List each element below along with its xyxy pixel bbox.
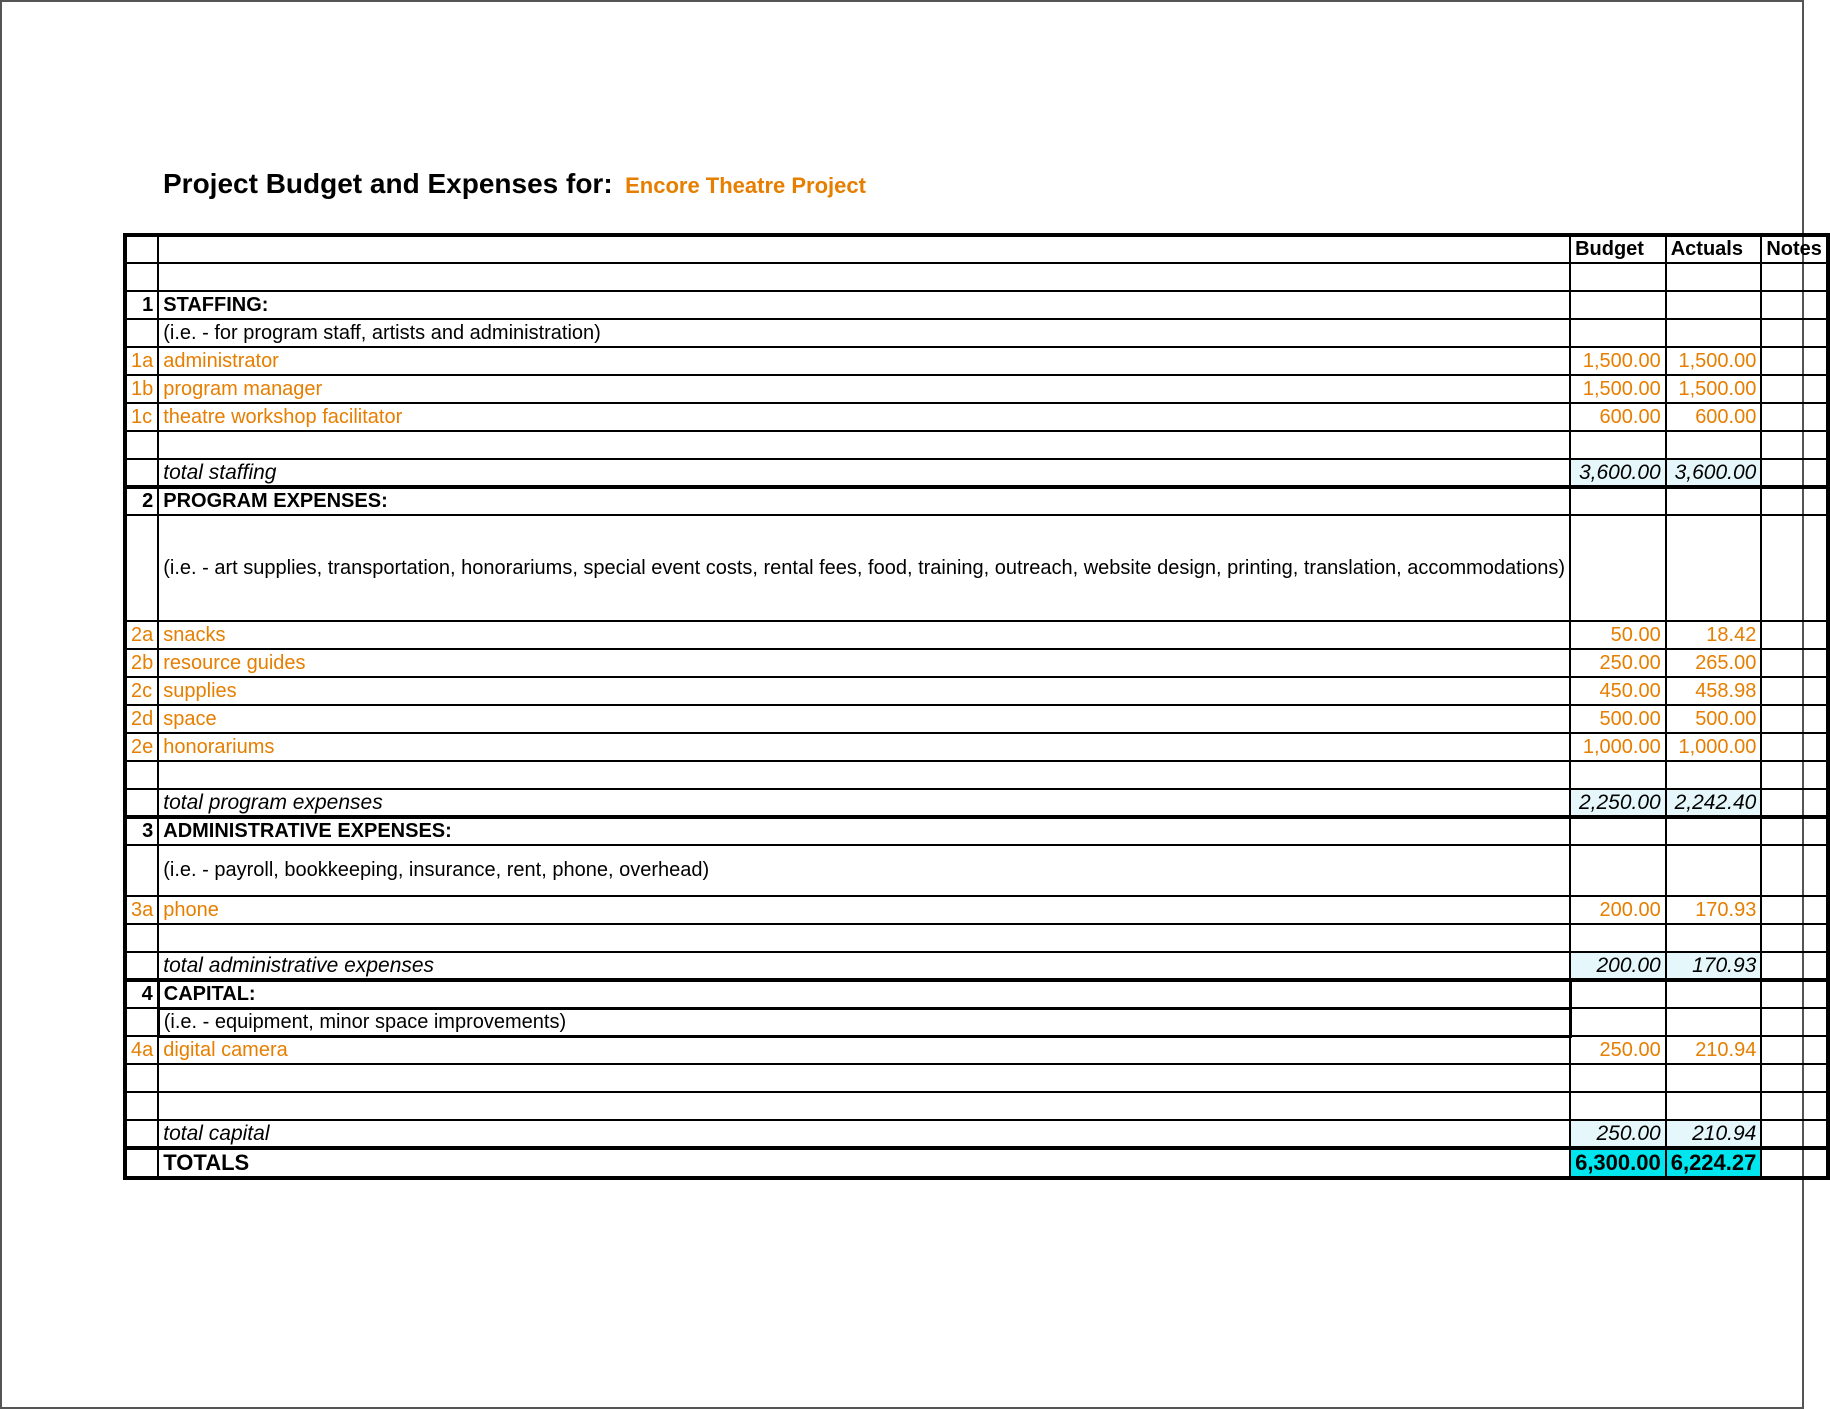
blank-row (125, 1092, 1828, 1120)
cell (1666, 845, 1762, 896)
cell (158, 263, 1570, 291)
grand-total-budget: 6,300.00 (1570, 1148, 1666, 1178)
cell (1761, 431, 1828, 459)
cell (1761, 761, 1828, 789)
item-actual: 265.00 (1666, 649, 1762, 677)
line-item-row (125, 649, 1828, 677)
subtotal-row (125, 1120, 1828, 1148)
line-item-row (125, 677, 1828, 705)
section-description-row (125, 845, 1828, 896)
subtotal-label: total capital (158, 1120, 1570, 1148)
item-notes (1761, 896, 1828, 924)
item-notes (1761, 621, 1828, 649)
item-budget: 1,500.00 (1570, 375, 1666, 403)
line-item-row (125, 733, 1828, 761)
cell (1761, 924, 1828, 952)
blank-row (125, 761, 1828, 789)
subtotal-budget: 200.00 (1570, 952, 1666, 980)
cell (1570, 817, 1666, 845)
grand-total-label: TOTALS (158, 1148, 1570, 1178)
subtotal-label: total program expenses (158, 789, 1570, 817)
item-actual: 1,500.00 (1666, 347, 1762, 375)
item-id: 3a (125, 896, 158, 924)
cell (1570, 1092, 1666, 1120)
item-id: 1b (125, 375, 158, 403)
header-actuals: Actuals (1666, 235, 1762, 263)
cell (125, 952, 158, 980)
cell (125, 459, 158, 487)
item-budget: 1,000.00 (1570, 733, 1666, 761)
cell (125, 1092, 158, 1120)
section-header-row (125, 487, 1828, 515)
item-label: administrator (158, 347, 1570, 375)
item-id: 2a (125, 621, 158, 649)
cell (1666, 1064, 1762, 1092)
cell (1666, 487, 1762, 515)
cell (125, 789, 158, 817)
cell (1666, 263, 1762, 291)
item-id: 2b (125, 649, 158, 677)
item-budget: 200.00 (1570, 896, 1666, 924)
item-actual: 170.93 (1666, 896, 1762, 924)
section-description-row (125, 319, 1828, 347)
section-number: 2 (125, 487, 158, 515)
cell (1570, 431, 1666, 459)
line-item-row (125, 375, 1828, 403)
cell (1666, 431, 1762, 459)
subtotal-row (125, 952, 1828, 980)
cell (1761, 817, 1828, 845)
cell (1761, 1064, 1828, 1092)
document-heading (163, 168, 866, 200)
item-label: program manager (158, 375, 1570, 403)
cell (1570, 1008, 1666, 1036)
cell (1761, 1092, 1828, 1120)
cell (1761, 1008, 1828, 1036)
cell (1666, 817, 1762, 845)
blank-row (125, 1064, 1828, 1092)
cell (1761, 459, 1828, 487)
cell (1570, 487, 1666, 515)
item-label: supplies (158, 677, 1570, 705)
subtotal-actual: 170.93 (1666, 952, 1762, 980)
header-index-cell (125, 235, 158, 263)
item-id: 2c (125, 677, 158, 705)
cell (125, 761, 158, 789)
section-header-row (125, 980, 1828, 1008)
heading-project-name: Encore Theatre Project (625, 173, 866, 198)
cell (1570, 980, 1666, 1008)
item-actual: 600.00 (1666, 403, 1762, 431)
line-item-row (125, 896, 1828, 924)
subtotal-actual: 2,242.40 (1666, 789, 1762, 817)
section-number: 4 (125, 980, 158, 1008)
cell (1761, 291, 1828, 319)
cell (1666, 291, 1762, 319)
section-header-row (125, 817, 1828, 845)
line-item-row (125, 705, 1828, 733)
section-title: ADMINISTRATIVE EXPENSES: (158, 817, 1570, 845)
header-budget: Budget (1570, 235, 1666, 263)
item-label: phone (158, 896, 1570, 924)
item-budget: 250.00 (1570, 1036, 1666, 1064)
header-label-cell (158, 235, 1570, 263)
line-item-row (125, 347, 1828, 375)
cell (1666, 1008, 1762, 1036)
section-number: 1 (125, 291, 158, 319)
cell (1570, 291, 1666, 319)
cell (125, 431, 158, 459)
cell (125, 1064, 158, 1092)
item-notes (1761, 347, 1828, 375)
cell (1761, 1148, 1828, 1178)
section-description: (i.e. - art supplies, transportation, honorariums, special event costs, rental fees, food, training, outreach, website design, printing, translation, accommodations) (158, 515, 1570, 621)
section-title: CAPITAL: (158, 980, 1570, 1008)
blank-row (125, 924, 1828, 952)
subtotal-label: total staffing (158, 459, 1570, 487)
item-id: 4a (125, 1036, 158, 1064)
subtotal-budget: 250.00 (1570, 1120, 1666, 1148)
cell (1761, 1120, 1828, 1148)
section-title: STAFFING: (158, 291, 1570, 319)
item-id: 2e (125, 733, 158, 761)
line-item-row (125, 1036, 1828, 1064)
item-budget: 600.00 (1570, 403, 1666, 431)
item-notes (1761, 677, 1828, 705)
cell (1570, 924, 1666, 952)
cell (1570, 845, 1666, 896)
item-id: 1a (125, 347, 158, 375)
item-id: 2d (125, 705, 158, 733)
cell (125, 924, 158, 952)
item-label: theatre workshop facilitator (158, 403, 1570, 431)
cell (1666, 924, 1762, 952)
line-item-row (125, 403, 1828, 431)
cell (1570, 761, 1666, 789)
section-description: (i.e. - payroll, bookkeeping, insurance, rent, phone, overhead) (158, 845, 1570, 896)
cell (1761, 952, 1828, 980)
subtotal-actual: 3,600.00 (1666, 459, 1762, 487)
item-notes (1761, 403, 1828, 431)
subtotal-row (125, 459, 1828, 487)
header-notes: Notes (1761, 235, 1828, 263)
item-notes (1761, 649, 1828, 677)
cell (1761, 515, 1828, 621)
item-budget: 50.00 (1570, 621, 1666, 649)
cell (158, 924, 1570, 952)
cell (1761, 319, 1828, 347)
section-description-row (125, 1008, 1828, 1036)
section-description-row (125, 515, 1828, 621)
cell (125, 319, 158, 347)
cell (125, 845, 158, 896)
cell (125, 1120, 158, 1148)
line-item-row (125, 621, 1828, 649)
cell (158, 431, 1570, 459)
item-label: digital camera (158, 1036, 1570, 1064)
item-actual: 18.42 (1666, 621, 1762, 649)
cell (158, 1092, 1570, 1120)
grand-total-actual: 6,224.27 (1666, 1148, 1762, 1178)
cell (1570, 1064, 1666, 1092)
subtotal-label: total administrative expenses (158, 952, 1570, 980)
grand-total-row (125, 1148, 1828, 1178)
item-notes (1761, 375, 1828, 403)
cell (125, 1148, 158, 1178)
item-id: 1c (125, 403, 158, 431)
item-actual: 210.94 (1666, 1036, 1762, 1064)
item-actual: 500.00 (1666, 705, 1762, 733)
cell (1570, 263, 1666, 291)
heading-title: Project Budget and Expenses for: (163, 168, 613, 199)
item-notes (1761, 1036, 1828, 1064)
cell (1761, 789, 1828, 817)
section-header-row (125, 291, 1828, 319)
subtotal-row (125, 789, 1828, 817)
item-label: snacks (158, 621, 1570, 649)
item-notes (1761, 733, 1828, 761)
section-number: 3 (125, 817, 158, 845)
item-budget: 1,500.00 (1570, 347, 1666, 375)
header-row (125, 235, 1828, 263)
item-notes (1761, 705, 1828, 733)
item-budget: 450.00 (1570, 677, 1666, 705)
cell (125, 263, 158, 291)
item-label: space (158, 705, 1570, 733)
item-actual: 1,500.00 (1666, 375, 1762, 403)
cell (125, 1008, 158, 1036)
subtotal-actual: 210.94 (1666, 1120, 1762, 1148)
item-label: honorariums (158, 733, 1570, 761)
cell (1570, 515, 1666, 621)
cell (1666, 319, 1762, 347)
blank-row (125, 431, 1828, 459)
item-actual: 1,000.00 (1666, 733, 1762, 761)
cell (158, 761, 1570, 789)
cell (1666, 515, 1762, 621)
section-description: (i.e. - equipment, minor space improvements) (158, 1008, 1570, 1036)
cell (158, 1064, 1570, 1092)
cell (1666, 1092, 1762, 1120)
cell (1570, 319, 1666, 347)
blank-row (125, 263, 1828, 291)
subtotal-budget: 3,600.00 (1570, 459, 1666, 487)
item-budget: 500.00 (1570, 705, 1666, 733)
item-actual: 458.98 (1666, 677, 1762, 705)
cell (1666, 761, 1762, 789)
budget-table (123, 233, 1830, 1180)
subtotal-budget: 2,250.00 (1570, 789, 1666, 817)
cell (1761, 263, 1828, 291)
cell (125, 515, 158, 621)
cell (1666, 980, 1762, 1008)
item-budget: 250.00 (1570, 649, 1666, 677)
section-description: (i.e. - for program staff, artists and administration) (158, 319, 1570, 347)
section-title: PROGRAM EXPENSES: (158, 487, 1570, 515)
cell (1761, 487, 1828, 515)
item-label: resource guides (158, 649, 1570, 677)
cell (1761, 980, 1828, 1008)
cell (1761, 845, 1828, 896)
